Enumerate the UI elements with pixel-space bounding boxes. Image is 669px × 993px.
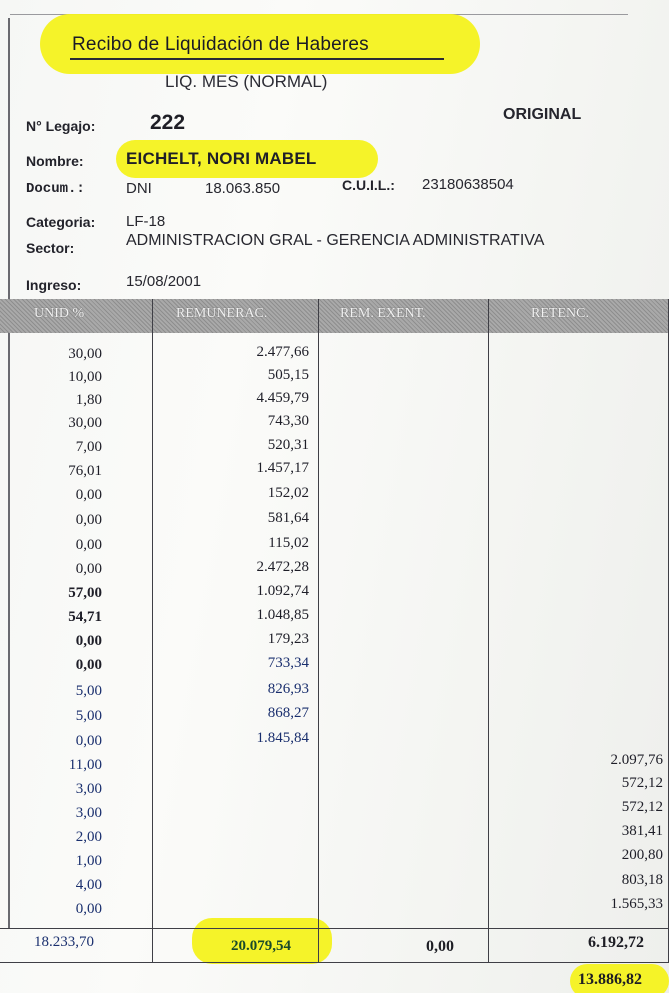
categoria-value: LF-18 bbox=[126, 213, 166, 230]
title-underline bbox=[70, 58, 444, 60]
remunerac-cell: 505,15 bbox=[267, 367, 309, 383]
header-retenc: RETENC. bbox=[531, 306, 589, 321]
remunerac-cell: 520,31 bbox=[267, 437, 309, 453]
doc-type: DNI bbox=[126, 180, 152, 197]
retenc-cell: 2.097,76 bbox=[610, 752, 663, 768]
unid-cell: 3,00 bbox=[75, 805, 102, 821]
unid-cell: 57,00 bbox=[68, 585, 102, 601]
categoria-label: Categoria: bbox=[26, 214, 96, 230]
remunerac-cell: 2.472,28 bbox=[256, 559, 309, 575]
retenc-cell: 572,12 bbox=[621, 775, 663, 791]
left-border bbox=[8, 18, 10, 928]
unid-cell: 2,00 bbox=[75, 829, 102, 845]
unid-cell: 5,00 bbox=[75, 683, 102, 699]
sector-label: Sector: bbox=[26, 240, 75, 256]
ingreso-label: Ingreso: bbox=[26, 277, 82, 293]
unid-cell: 3,00 bbox=[75, 781, 102, 797]
original-copy-label: ORIGINAL bbox=[503, 106, 582, 123]
unid-cell: 5,00 bbox=[75, 708, 102, 724]
unid-cell: 0,00 bbox=[75, 633, 102, 649]
total-retenc: 6.192,72 bbox=[588, 934, 644, 951]
unid-cell: 30,00 bbox=[68, 346, 102, 362]
ingreso-date: 15/08/2001 bbox=[126, 273, 202, 290]
column-divider bbox=[152, 299, 153, 962]
remunerac-cell: 826,93 bbox=[267, 681, 309, 697]
remunerac-cell: 743,30 bbox=[267, 413, 309, 429]
remunerac-cell: 1.845,84 bbox=[256, 730, 309, 746]
unid-cell: 0,00 bbox=[75, 487, 102, 503]
unid-cell: 0,00 bbox=[75, 657, 102, 673]
remunerac-cell: 2.477,66 bbox=[256, 344, 309, 360]
unid-cell: 1,00 bbox=[75, 853, 102, 869]
unid-cell: 7,00 bbox=[75, 439, 102, 455]
total-unid: 18.233,70 bbox=[34, 934, 94, 950]
unid-cell: 30,00 bbox=[68, 415, 102, 431]
remunerac-cell: 1.048,85 bbox=[256, 607, 309, 623]
docum-label: Docum.: bbox=[26, 181, 85, 197]
column-divider bbox=[318, 299, 319, 962]
legajo-label: N° Legajo: bbox=[26, 118, 96, 134]
unid-cell: 0,00 bbox=[75, 901, 102, 917]
remunerac-cell: 152,02 bbox=[267, 485, 309, 501]
unid-cell: 0,00 bbox=[75, 512, 102, 528]
retenc-cell: 381,41 bbox=[621, 823, 663, 839]
remunerac-cell: 1.457,17 bbox=[256, 460, 309, 476]
retenc-cell: 803,18 bbox=[621, 872, 663, 888]
header-unid: UNID % bbox=[34, 306, 85, 321]
cuil-label: C.U.I.L.: bbox=[342, 177, 395, 193]
remunerac-cell: 733,34 bbox=[267, 655, 309, 671]
total-rem-exent: 0,00 bbox=[426, 938, 454, 955]
retenc-cell: 200,80 bbox=[621, 847, 663, 863]
retenc-cell: 572,12 bbox=[621, 799, 663, 815]
unid-cell: 0,00 bbox=[75, 561, 102, 577]
unid-cell: 54,71 bbox=[68, 609, 102, 625]
total-remunerac: 20.079,54 bbox=[231, 938, 291, 954]
legajo-number: 222 bbox=[150, 111, 186, 134]
remunerac-cell: 1.092,74 bbox=[256, 583, 309, 599]
header-rem-exent: REM. EXENT. bbox=[340, 306, 426, 321]
remunerac-cell: 868,27 bbox=[267, 705, 309, 721]
remunerac-cell: 115,02 bbox=[268, 535, 309, 551]
unid-cell: 76,01 bbox=[68, 463, 102, 479]
unid-cell: 0,00 bbox=[75, 733, 102, 749]
header-remunerac: REMUNERAC. bbox=[176, 306, 268, 321]
column-divider bbox=[488, 299, 489, 962]
neto-a-cobrar: 13.886,82 bbox=[578, 971, 642, 988]
sector-value: ADMINISTRACION GRAL - GERENCIA ADMINISTRATIVA bbox=[126, 232, 545, 249]
unid-cell: 4,00 bbox=[75, 877, 102, 893]
employee-name: EICHELT, NORI MABEL bbox=[126, 149, 317, 168]
retenc-cell: 1.565,33 bbox=[610, 896, 663, 912]
unid-cell: 10,00 bbox=[68, 369, 102, 385]
nombre-label: Nombre: bbox=[26, 153, 84, 169]
remunerac-cell: 179,23 bbox=[267, 631, 309, 647]
doc-number: 18.063.850 bbox=[205, 180, 281, 197]
document-title: Recibo de Liquidación de Haberes bbox=[72, 34, 369, 55]
remunerac-cell: 581,64 bbox=[267, 510, 309, 526]
remunerac-cell: 4.459,79 bbox=[256, 390, 309, 406]
totals-bottom-rule bbox=[0, 962, 669, 963]
totals-top-rule bbox=[0, 928, 669, 929]
unid-cell: 11,00 bbox=[68, 757, 102, 773]
unid-cell: 1,80 bbox=[75, 392, 102, 408]
cuil-number: 23180638504 bbox=[422, 176, 514, 193]
liquidation-period: LIQ. MES (NORMAL) bbox=[165, 72, 328, 91]
unid-cell: 0,00 bbox=[75, 537, 102, 553]
